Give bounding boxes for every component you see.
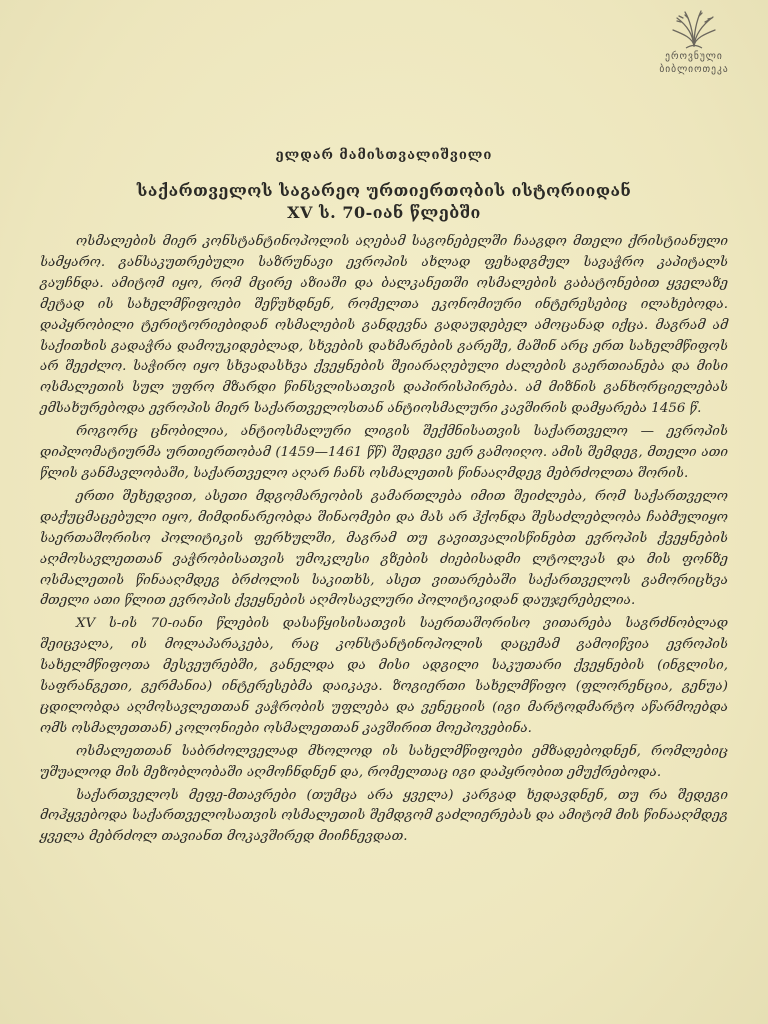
article-body <box>40 232 728 850</box>
paragraph: XV ს-ის 70-იანი წლების დასაწყისისათვის საერთაშორისო ვითარება საგრძნობლად შეიცვალა, ის მოლაპარაკება, რაც კონსტანტინოპოლის დაცემამ გამოიწვია ევროპის სახელმწიფოთა მესვეურებში, განელდა და მისი ადგილი საკუთარი ქვეყნების (ინგლისი, საფრანგეთი, გერმანია) ინტერესებმა დაიკავა. ზოგიერთი სახელმწიფო (ფლორენცია, გენუა) ცდილობდა აღმოსავლეთთან ვაჭრობის უფლება და ვენეციის (იგი მარტოდმარტო აწარმოებდა ომს ოსმალეთთან) კოლონიები ოსმალეთთან კავშირით მოეპოვებინა. <box>40 616 728 736</box>
paragraph: ოსმალეთთან საბრძოლველად მხოლოდ ის სახელმწიფოები ემზადებოდნენ, რომლებიც უშუალოდ მის მეზობლობაში აღმოჩნდნენ და, რომელთაც იგი დაპყრობით ემუქრებოდა. <box>40 743 728 780</box>
logo-line-2: ბიბლიოთეკა <box>659 64 729 75</box>
author-name: ელდარ მამისთვალიშვილი <box>275 148 493 163</box>
paragraph: როგორც ცნობილია, ანტიოსმალური ლიგის შექმნისათვის საქართველო — ევროპის დიპლომატიურმა ურთიერთობამ (1459—1461 წწ) შედეგი ვერ გამოიღო. ამის შემდეგ, მთელი ათი წლის განმავლობაში, საქართველო აღარ ჩანს ოსმალეთის წინააღმდეგ მებრძოლთა შორის. <box>40 424 728 481</box>
paragraph: ოსმალების მიერ კონსტანტინოპოლის აღებამ საგონებელში ჩააგდო მთელი ქრისტიანული სამყარო. განსაკუთრებული საზრუნავი ევროპის ახლად ფეხადგმულ სავაჭრო კაპიტალს გაუჩნდა. ამიტომ იყო, რომ მცირე აზიაში და ბალკანეთში ოსმალების გაბატონებით ყველაზე მეტად ის სახელმწიფოები შეწუხდნენ, რომელთა ეკონომიური ინტერესებიც ილახებოდა. დაპყრობილი ტერიტორიებიდან ოსმალების განდევნა გადაუდებელ ამოცანად იქცა. მაგრამ ამ საქითხის გადაჭრა დამოუკიდებლად, სხვების დახმარების გარეშე, მაშინ არც ერთ სახელმწიფოს არ შეეძლო. საჭირო იყო სხვადასხვა ქვეყნების შეიარაღებული ძალების გაერთიანება და მისი ოსმალეთის სულ უფრო მზარდი წინსვლისათვის დაპირისპირება. ამ მიზნის განხორციელებას ემსახურებოდა ევროპის მიერ საქართველოსთან ანტიოსმალური კავშირის დამყარება 1456 წ. <box>40 234 728 417</box>
logo-line-1: ეროვნული <box>665 51 723 62</box>
title-line-1: საქართველოს საგარეო ურთიერთობის ისტორიიდან <box>136 181 632 200</box>
paragraph: საქართველოს მეფე-მთავრები (თუმცა არა ყველა) კარგად ხედავდნენ, თუ რა შედეგი მოჰყვებოდა საქართველოსათვის ოსმალეთის შემდგომ გაძლიერებას და ამიტომ მის წინააღმდეგ ყველა მებრძოლ თავიანთ მოკავშირედ მიიჩნევდათ. <box>40 787 728 845</box>
paragraph: ერთი შეხედვით, ასეთი მდგომარეობის გამართლება იმით შეიძლება, რომ საქართველო დაქუცმაცებული იყო, მიმდინარეობდა შინაომები და მას არ ჰქონდა შესაძლებლობა ჩაბმულიყო საერთაშორისო პოლიტიკის ფერხულში, მაგრამ თუ გავითვალისწინებთ ევროპის ქვეყნების აღმოსავლეთთან ვაჭრობისათვის უმოკლესი გზების ძიებისადმი ლტოლვას და მის ფონზე ოსმალეთის წინააღმდეგ ბრძოლის საკითხს, ასეთ ვითარებაში საქართველოს გამორიცხვა მთელი ათი წლით ევროპის ქვეყნების აღმოსავლური პოლიტიკიდან დაუჯერებელია. <box>40 488 728 609</box>
library-logo <box>648 8 740 86</box>
title-line-2: XV ს. 70-იან წლებში <box>287 203 481 222</box>
wheat-emblem-icon <box>671 8 717 50</box>
article-title <box>60 180 708 224</box>
